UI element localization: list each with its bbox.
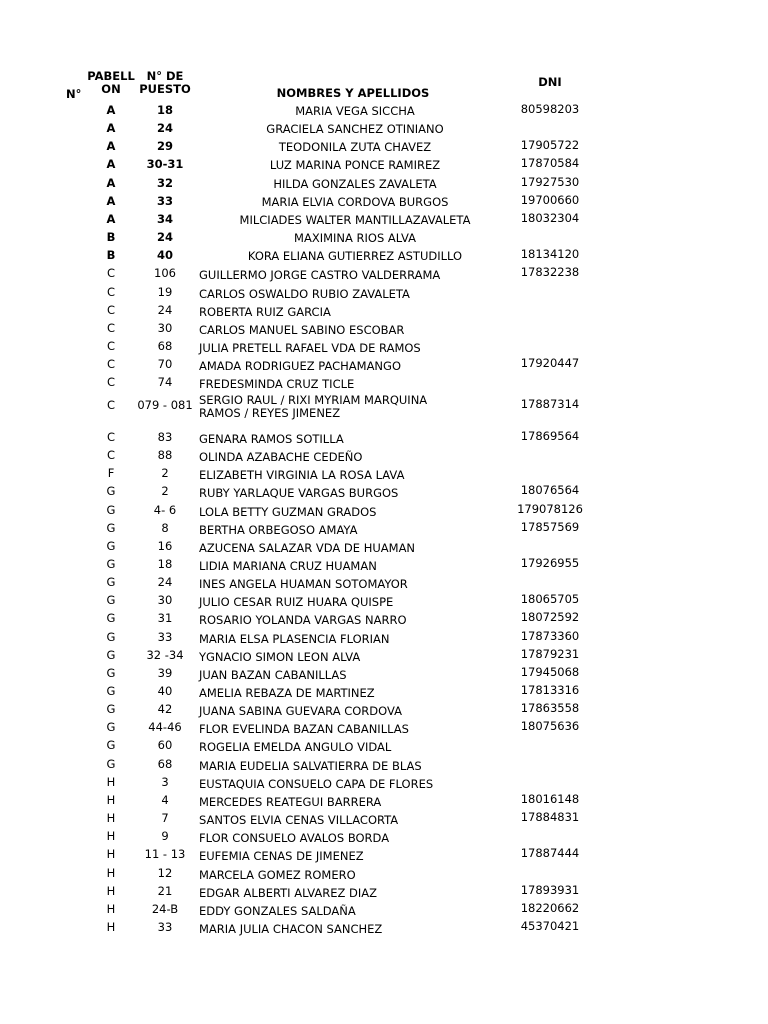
cell-pabellon: C	[106, 375, 116, 390]
table-row	[0, 829, 768, 847]
table-row	[0, 139, 768, 157]
cell-puesto: 12	[157, 865, 173, 880]
cell-dni: 17920447	[520, 356, 580, 371]
cell-nombre: MARCELA GOMEZ ROMERO	[199, 867, 356, 882]
cell-puesto: 32 -34	[146, 647, 184, 662]
cell-pabellon: F	[107, 466, 115, 481]
cell-nombre: FLOR CONSUELO AVALOS BORDA	[199, 831, 390, 846]
cell-puesto: 4- 6	[153, 502, 177, 517]
cell-nombre: GRACIELA SANCHEZ OTINIANO	[266, 122, 444, 137]
cell-puesto: 31	[157, 611, 173, 626]
cell-pabellon: H	[106, 865, 116, 880]
cell-pabellon: C	[106, 429, 116, 444]
cell-nombre: YGNACIO SIMON LEON ALVA	[199, 649, 361, 664]
table-row	[0, 630, 768, 648]
cell-nombre: SERGIO RAUL / RIXI MYRIAM MARQUINA RAMOS / REYES JIMENEZ	[199, 393, 428, 421]
cell-puesto: 3	[161, 774, 169, 789]
cell-nombre: RUBY YARLAQUE VARGAS BURGOS	[199, 486, 399, 501]
cell-nombre: AMELIA REBAZA DE MARTINEZ	[199, 686, 375, 700]
cell-nombre: MARIA EUDELIA SALVATIERRA DE BLAS	[199, 758, 422, 773]
table-row	[0, 230, 768, 248]
table-row	[0, 357, 768, 375]
cell-dni: 18072592	[520, 610, 580, 625]
cell-pabellon: C	[106, 302, 116, 317]
cell-nombre: MERCEDES REATEGUI BARRERA	[199, 794, 382, 809]
table-row	[0, 702, 768, 720]
cell-puesto: 29	[156, 139, 173, 154]
cell-pabellon: G	[106, 538, 116, 553]
table-row	[0, 847, 768, 865]
cell-dni: 18016148	[520, 791, 580, 806]
cell-puesto: 34	[156, 211, 173, 226]
cell-puesto: 39	[157, 665, 173, 680]
cell-puesto: 9	[161, 829, 169, 844]
table-row	[0, 484, 768, 502]
table-row	[0, 866, 768, 884]
cell-dni: 17832238	[520, 265, 580, 280]
table-row	[0, 575, 768, 593]
cell-nombre: FREDESMINDA CRUZ TICLE	[199, 377, 355, 392]
table-row	[0, 720, 768, 738]
cell-nombre: FLOR EVELINDA BAZAN CABANILLAS	[199, 722, 409, 737]
cell-dni: 18220662	[520, 900, 580, 915]
cell-dni: 17927530	[520, 174, 580, 189]
cell-puesto: 24	[156, 230, 173, 245]
cell-nombre: LIDIA MARIANA CRUZ HUAMAN	[199, 558, 377, 573]
cell-dni: 18076564	[520, 483, 580, 498]
cell-pabellon: G	[106, 702, 116, 717]
table-row	[0, 103, 768, 121]
cell-dni: 17884831	[520, 810, 580, 825]
cell-pabellon: H	[106, 919, 116, 934]
cell-puesto: 2	[161, 466, 169, 481]
table-row	[0, 684, 768, 702]
table-row	[0, 757, 768, 775]
table-row	[0, 157, 768, 175]
table-row	[0, 811, 768, 829]
cell-pabellon: C	[106, 398, 116, 413]
cell-pabellon: H	[106, 811, 116, 826]
table-row	[0, 430, 768, 448]
cell-nombre: BERTHA ORBEGOSO AMAYA	[199, 522, 358, 537]
cell-pabellon: A	[106, 139, 116, 154]
table-row	[0, 793, 768, 811]
cell-nombre: EDDY GONZALES SALDAÑA	[199, 903, 356, 918]
cell-nombre: HILDA GONZALES ZAVALETA	[273, 176, 437, 191]
table-row	[0, 375, 768, 393]
header-puesto: N° DE PUESTO	[139, 69, 191, 96]
table-row	[0, 339, 768, 357]
cell-dni: 17870584	[520, 156, 580, 171]
cell-pabellon: H	[106, 847, 116, 862]
table-row	[0, 321, 768, 339]
cell-puesto: 18	[157, 556, 173, 571]
cell-nombre: AMADA RODRIGUEZ PACHAMANGO	[199, 359, 402, 374]
cell-puesto: 68	[157, 338, 173, 353]
cell-pabellon: H	[106, 774, 116, 789]
cell-dni: 17813316	[520, 683, 580, 697]
cell-dni: 18134120	[520, 247, 580, 262]
table-row	[0, 121, 768, 139]
cell-pabellon: H	[106, 883, 116, 898]
cell-nombre: LUZ MARINA PONCE RAMIREZ	[269, 158, 441, 173]
table-row	[0, 194, 768, 212]
cell-nombre: CARLOS OSWALDO RUBIO ZAVALETA	[199, 286, 410, 301]
cell-pabellon: G	[106, 756, 116, 771]
cell-nombre: JULIO CESAR RUIZ HUARA QUISPE	[199, 595, 394, 610]
cell-nombre: OLINDA AZABACHE CEDEÑO	[199, 450, 363, 465]
cell-nombre: JUAN BAZAN CABANILLAS	[199, 667, 347, 682]
cell-pabellon: G	[106, 720, 116, 735]
cell-dni: 80598203	[520, 102, 580, 116]
cell-puesto: 32	[156, 175, 173, 190]
cell-puesto: 83	[157, 429, 173, 444]
table-row	[0, 393, 768, 429]
header-nombres: NOMBRES Y APELLIDOS	[276, 86, 430, 100]
cell-puesto: 079 - 081	[137, 398, 193, 413]
cell-puesto: 33	[157, 629, 173, 644]
cell-puesto: 33	[156, 193, 173, 208]
cell-nombre: ROGELIA EMELDA ANGULO VIDAL	[199, 740, 392, 755]
cell-nombre: EDGAR ALBERTI ALVAREZ DIAZ	[199, 885, 377, 900]
cell-nombre: SANTOS ELVIA CENAS VILLACORTA	[199, 813, 399, 828]
cell-dni: 45370421	[520, 918, 580, 933]
cell-puesto: 106	[154, 266, 176, 281]
cell-nombre: AZUCENA SALAZAR VDA DE HUAMAN	[199, 540, 416, 555]
cell-puesto: 7	[161, 811, 169, 826]
cell-nombre: LOLA BETTY GUZMAN GRADOS	[199, 504, 377, 519]
cell-pabellon: C	[106, 284, 116, 299]
table-row	[0, 884, 768, 902]
cell-nombre: GENARA RAMOS SOTILLA	[199, 431, 344, 446]
cell-puesto: 4	[161, 792, 169, 807]
table-row	[0, 920, 768, 938]
table-row	[0, 212, 768, 230]
cell-dni: 17945068	[520, 664, 580, 679]
cell-puesto: 40	[156, 248, 173, 263]
cell-pabellon: G	[106, 575, 116, 590]
cell-pabellon: G	[106, 647, 116, 662]
cell-dni: 18032304	[520, 210, 580, 225]
cell-nombre: ELIZABETH VIRGINIA LA ROSA LAVA	[199, 468, 405, 483]
cell-puesto: 74	[157, 375, 173, 390]
cell-pabellon: G	[106, 665, 116, 680]
cell-puesto: 30	[157, 593, 173, 608]
cell-pabellon: G	[106, 502, 116, 517]
cell-nombre: KORA ELIANA GUTIERREZ ASTUDILLO	[247, 249, 463, 264]
cell-dni: 17863558	[520, 701, 580, 716]
cell-pabellon: C	[106, 266, 116, 281]
cell-puesto: 11 - 13	[144, 847, 186, 862]
cell-pabellon: B	[106, 248, 116, 263]
cell-pabellon: A	[106, 193, 116, 208]
cell-pabellon: G	[106, 738, 116, 753]
table-row	[0, 285, 768, 303]
table-row	[0, 303, 768, 321]
cell-puesto: 88	[157, 448, 173, 463]
table-row	[0, 521, 768, 539]
cell-pabellon: H	[106, 829, 116, 844]
cell-puesto: 33	[157, 919, 173, 934]
cell-pabellon: C	[106, 357, 116, 372]
cell-puesto: 30	[157, 320, 173, 335]
cell-pabellon: A	[106, 157, 116, 172]
table-row	[0, 611, 768, 629]
cell-puesto: 68	[157, 756, 173, 771]
cell-nombre: MARIA ELSA PLASENCIA FLORIAN	[199, 631, 390, 646]
cell-puesto: 24	[157, 302, 173, 317]
cell-pabellon: C	[106, 338, 116, 353]
cell-dni: 17905722	[520, 138, 580, 153]
cell-nombre: JUANA SABINA GUEVARA CORDOVA	[199, 704, 403, 719]
cell-pabellon: G	[106, 684, 116, 698]
table-row	[0, 738, 768, 756]
table-row	[0, 775, 768, 793]
cell-nombre: TEODONILA ZUTA CHAVEZ	[278, 140, 432, 155]
table-row	[0, 466, 768, 484]
cell-pabellon: G	[106, 593, 116, 608]
cell-dni: 17879231	[520, 646, 580, 661]
cell-pabellon: A	[106, 103, 116, 117]
cell-pabellon: B	[106, 230, 116, 245]
cell-nombre: CARLOS MANUEL SABINO ESCOBAR	[199, 322, 405, 337]
cell-puesto: 2	[161, 484, 169, 499]
cell-pabellon: G	[106, 520, 116, 535]
table-row	[0, 448, 768, 466]
cell-pabellon: G	[106, 611, 116, 626]
table-row	[0, 266, 768, 284]
cell-pabellon: G	[106, 629, 116, 644]
cell-puesto: 30-31	[146, 157, 184, 172]
cell-nombre: MAXIMINA RIOS ALVA	[294, 231, 416, 246]
cell-pabellon: G	[106, 556, 116, 571]
cell-puesto: 18	[156, 103, 173, 117]
cell-puesto: 60	[157, 738, 173, 753]
cell-nombre: GUILLERMO JORGE CASTRO VALDERRAMA	[199, 268, 441, 283]
cell-puesto: 24	[156, 121, 173, 136]
header-pabellon: PABELL ON	[87, 69, 135, 96]
cell-puesto: 70	[157, 357, 173, 372]
cell-nombre: INES ANGELA HUAMAN SOTOMAYOR	[199, 577, 408, 592]
table-row	[0, 593, 768, 611]
cell-puesto: 8	[161, 520, 169, 535]
cell-pabellon: H	[106, 792, 116, 807]
cell-dni: 17857569	[520, 519, 580, 534]
cell-puesto: 24-B	[151, 901, 179, 916]
cell-nombre: EUFEMIA CENAS DE JIMENEZ	[199, 849, 364, 864]
cell-pabellon: C	[106, 320, 116, 335]
cell-puesto: 42	[157, 702, 173, 717]
cell-puesto: 21	[157, 883, 173, 898]
cell-puesto: 40	[157, 684, 173, 698]
table-row	[0, 176, 768, 194]
table-row	[0, 666, 768, 684]
cell-nombre: MARIA JULIA CHACON SANCHEZ	[199, 921, 383, 936]
cell-puesto: 16	[157, 538, 173, 553]
cell-dni: 17893931	[520, 882, 580, 897]
cell-nombre: ROBERTA RUIZ GARCIA	[199, 304, 331, 319]
header-dni: DNI	[538, 75, 562, 89]
cell-nombre: MARIA VEGA SICCHA	[295, 104, 415, 118]
cell-dni: 19700660	[520, 192, 580, 207]
table-row	[0, 248, 768, 266]
table-row	[0, 557, 768, 575]
cell-puesto: 44-46	[148, 720, 182, 735]
cell-dni: 18075636	[520, 719, 580, 734]
cell-pabellon: A	[106, 175, 116, 190]
cell-nombre: MILCIADES WALTER MANTILLAZAVALETA	[239, 212, 471, 227]
cell-nombre: EUSTAQUIA CONSUELO CAPA DE FLORES	[199, 776, 434, 791]
cell-pabellon: C	[106, 448, 116, 463]
table-row	[0, 539, 768, 557]
cell-pabellon: G	[106, 484, 116, 499]
table-row	[0, 648, 768, 666]
cell-dni: 17926955	[520, 555, 580, 570]
cell-nombre: JULIA PRETELL RAFAEL VDA DE RAMOS	[199, 340, 421, 355]
cell-puesto: 24	[157, 575, 173, 590]
cell-dni: 17887444	[520, 846, 580, 861]
cell-dni: 18065705	[520, 592, 580, 607]
header-no: N°	[66, 87, 82, 101]
table-row	[0, 902, 768, 920]
cell-pabellon: H	[106, 901, 116, 916]
cell-dni: 17869564	[520, 428, 580, 443]
cell-nombre: MARIA ELVIA CORDOVA BURGOS	[261, 194, 449, 209]
table-row	[0, 503, 768, 521]
cell-dni: 179078126	[517, 501, 583, 516]
cell-dni: 17887314	[520, 397, 580, 412]
cell-puesto: 19	[157, 284, 173, 299]
cell-pabellon: A	[106, 121, 116, 136]
cell-dni: 17873360	[520, 628, 580, 643]
cell-nombre: ROSARIO YOLANDA VARGAS NARRO	[199, 613, 407, 628]
cell-pabellon: A	[106, 211, 116, 226]
